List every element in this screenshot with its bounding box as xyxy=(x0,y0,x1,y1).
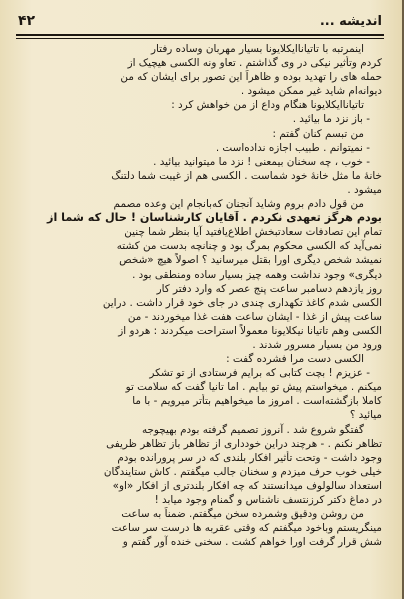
text-line: - نمیتوانم . طبیب اجازه نداده‌است . xyxy=(215,141,370,154)
page-header xyxy=(18,10,382,32)
text-line: استعداد سالولوف میدانستند که چه افکار بلندتری از افکار «او» xyxy=(112,479,382,492)
text-line: اینمرتبه با تاتیاناایکلایونا بسیار مهربان وساده رفتار xyxy=(151,43,364,55)
text-line: دیوانه‌ام شاید غیر ممکن میشود . xyxy=(240,85,382,98)
page-body xyxy=(18,42,382,593)
text-line: نمیشد شخص دیگری اورا بقتل میرسانید ؟ اصولاً هیچ «شخص xyxy=(119,254,382,267)
text-line: خیلی خوب حرف میزدم و سخنان جالب میگفتم . کاش ستایندگان xyxy=(103,465,382,478)
text-line: میائید ؟ xyxy=(349,409,382,422)
text-line: - خوب ، چه سخنان بیمعنی ! نزد ما میتوانید بیائید . xyxy=(153,155,370,168)
paragraph xyxy=(18,423,382,508)
text-line: میکنم . میخواستم پیش تو بیایم . اما تانیا گفت که سلامت تو xyxy=(125,381,382,394)
text-line: من روشن ودقیق وشمرده سخن میگفتم. ضمناً به ساعت xyxy=(121,508,364,521)
paragraph xyxy=(18,141,382,155)
paragraph xyxy=(18,42,382,98)
text-line: دیگری» وجود نداشت وهمه چیز بسیار ساده ومنطقی بود . xyxy=(132,268,382,281)
page-number: ۴۲ xyxy=(18,13,36,29)
text-line: من تبسم کنان گفتم : xyxy=(272,127,364,140)
text-line: حمله های را تهدید بوده و ظاهراً این تصور برای ایشان که من xyxy=(120,71,382,84)
text-line: شش قرار گرفت اورا خواهم کشت . سخنی خنده آور گفتم و xyxy=(122,536,382,549)
text-line: الکسی شدم کاغذ تکهداری چندی در جای خود قرار داشت . دراین xyxy=(102,296,382,309)
text-line: تاتیاناایکلایونا هنگام وداع از من خواهش کرد : xyxy=(171,99,364,112)
text-line: مینگریستم وباخود میگفتم که وقتی عقربه ها درست سر ساعت xyxy=(111,522,382,535)
text-line: من قول دادم بروم وشاید آنجنان که‌بانجام این وعده مصمم xyxy=(113,198,364,211)
text-line: روز یازدهم دسامبر ساعت پنج عصر که وارد دفتر کار xyxy=(156,282,382,295)
text-line: ساعت پیش از غذا - ایشان ساعت هفت غذا میخوردند - من xyxy=(127,310,382,323)
paragraph xyxy=(18,197,382,225)
text-line: تظاهر نکنم . - هرچند دراین خودداری از تظاهر باز تظاهر ظریفی xyxy=(106,437,382,450)
paragraph xyxy=(18,507,382,549)
paragraph xyxy=(18,98,382,112)
running-title: اندیشه ... xyxy=(319,13,382,29)
paragraph xyxy=(18,352,382,366)
header-rule xyxy=(16,34,384,39)
text-line: - باز نزد ما بیائید . xyxy=(292,113,370,126)
text-line: بودم هرگز تعهدی نکردم . آقایان کارشناسان ! حال که شما از xyxy=(47,211,382,225)
text-line: - عزیزم ! بچت کتابی که برایم فرستادی از تو تشکر xyxy=(149,367,370,380)
text-line: نمی‌آید که الکسی محکوم بمرگ بود و چنانچه بدست من کشته xyxy=(116,240,382,253)
paragraph xyxy=(18,127,382,141)
text-line: وجود داشت - وتحت تأثیر افکار بلندی که در سر پرورانده بودم xyxy=(117,451,382,464)
text-line: گفتگو شروع شد . آنروز تصمیم گرفته بودم بهیچوجه xyxy=(141,423,364,436)
text-line: الکسی وهم تاتیانا نیکلایونا معمولاً استراحت میکردند : هردو از xyxy=(118,324,382,337)
text-line: کردم وتأثیر نیکی در وی گذاشتم . تعاو ونه الکسی هیچیک از xyxy=(127,57,382,70)
text-line: الکسی دست مرا فشرده گفت : xyxy=(226,353,364,366)
text-line: ورود من بسیار مسرور شدند . xyxy=(252,338,382,351)
paragraph xyxy=(18,155,382,197)
paragraph xyxy=(18,225,382,352)
text-line: در دماغ دکتر کرزنتسف ناشناس و گمنام وجود میابد ! xyxy=(154,494,382,506)
paragraph xyxy=(18,366,382,422)
paragraph xyxy=(18,112,382,126)
text-line: میشود . xyxy=(347,183,382,196)
text-line: خانهٔ ما مثل خانهٔ خود شماست . الکسی هم از غیبت شما دلتنگ xyxy=(111,169,382,182)
text-line: تمام این تصادفات سعادتبخش اطلاع‌یافتید آیا بنظر شما چنین xyxy=(124,226,382,239)
text-line: کاملا بازگشته‌است . امروز ما میخواهیم بتأتر میرویم - با ما xyxy=(132,395,382,408)
